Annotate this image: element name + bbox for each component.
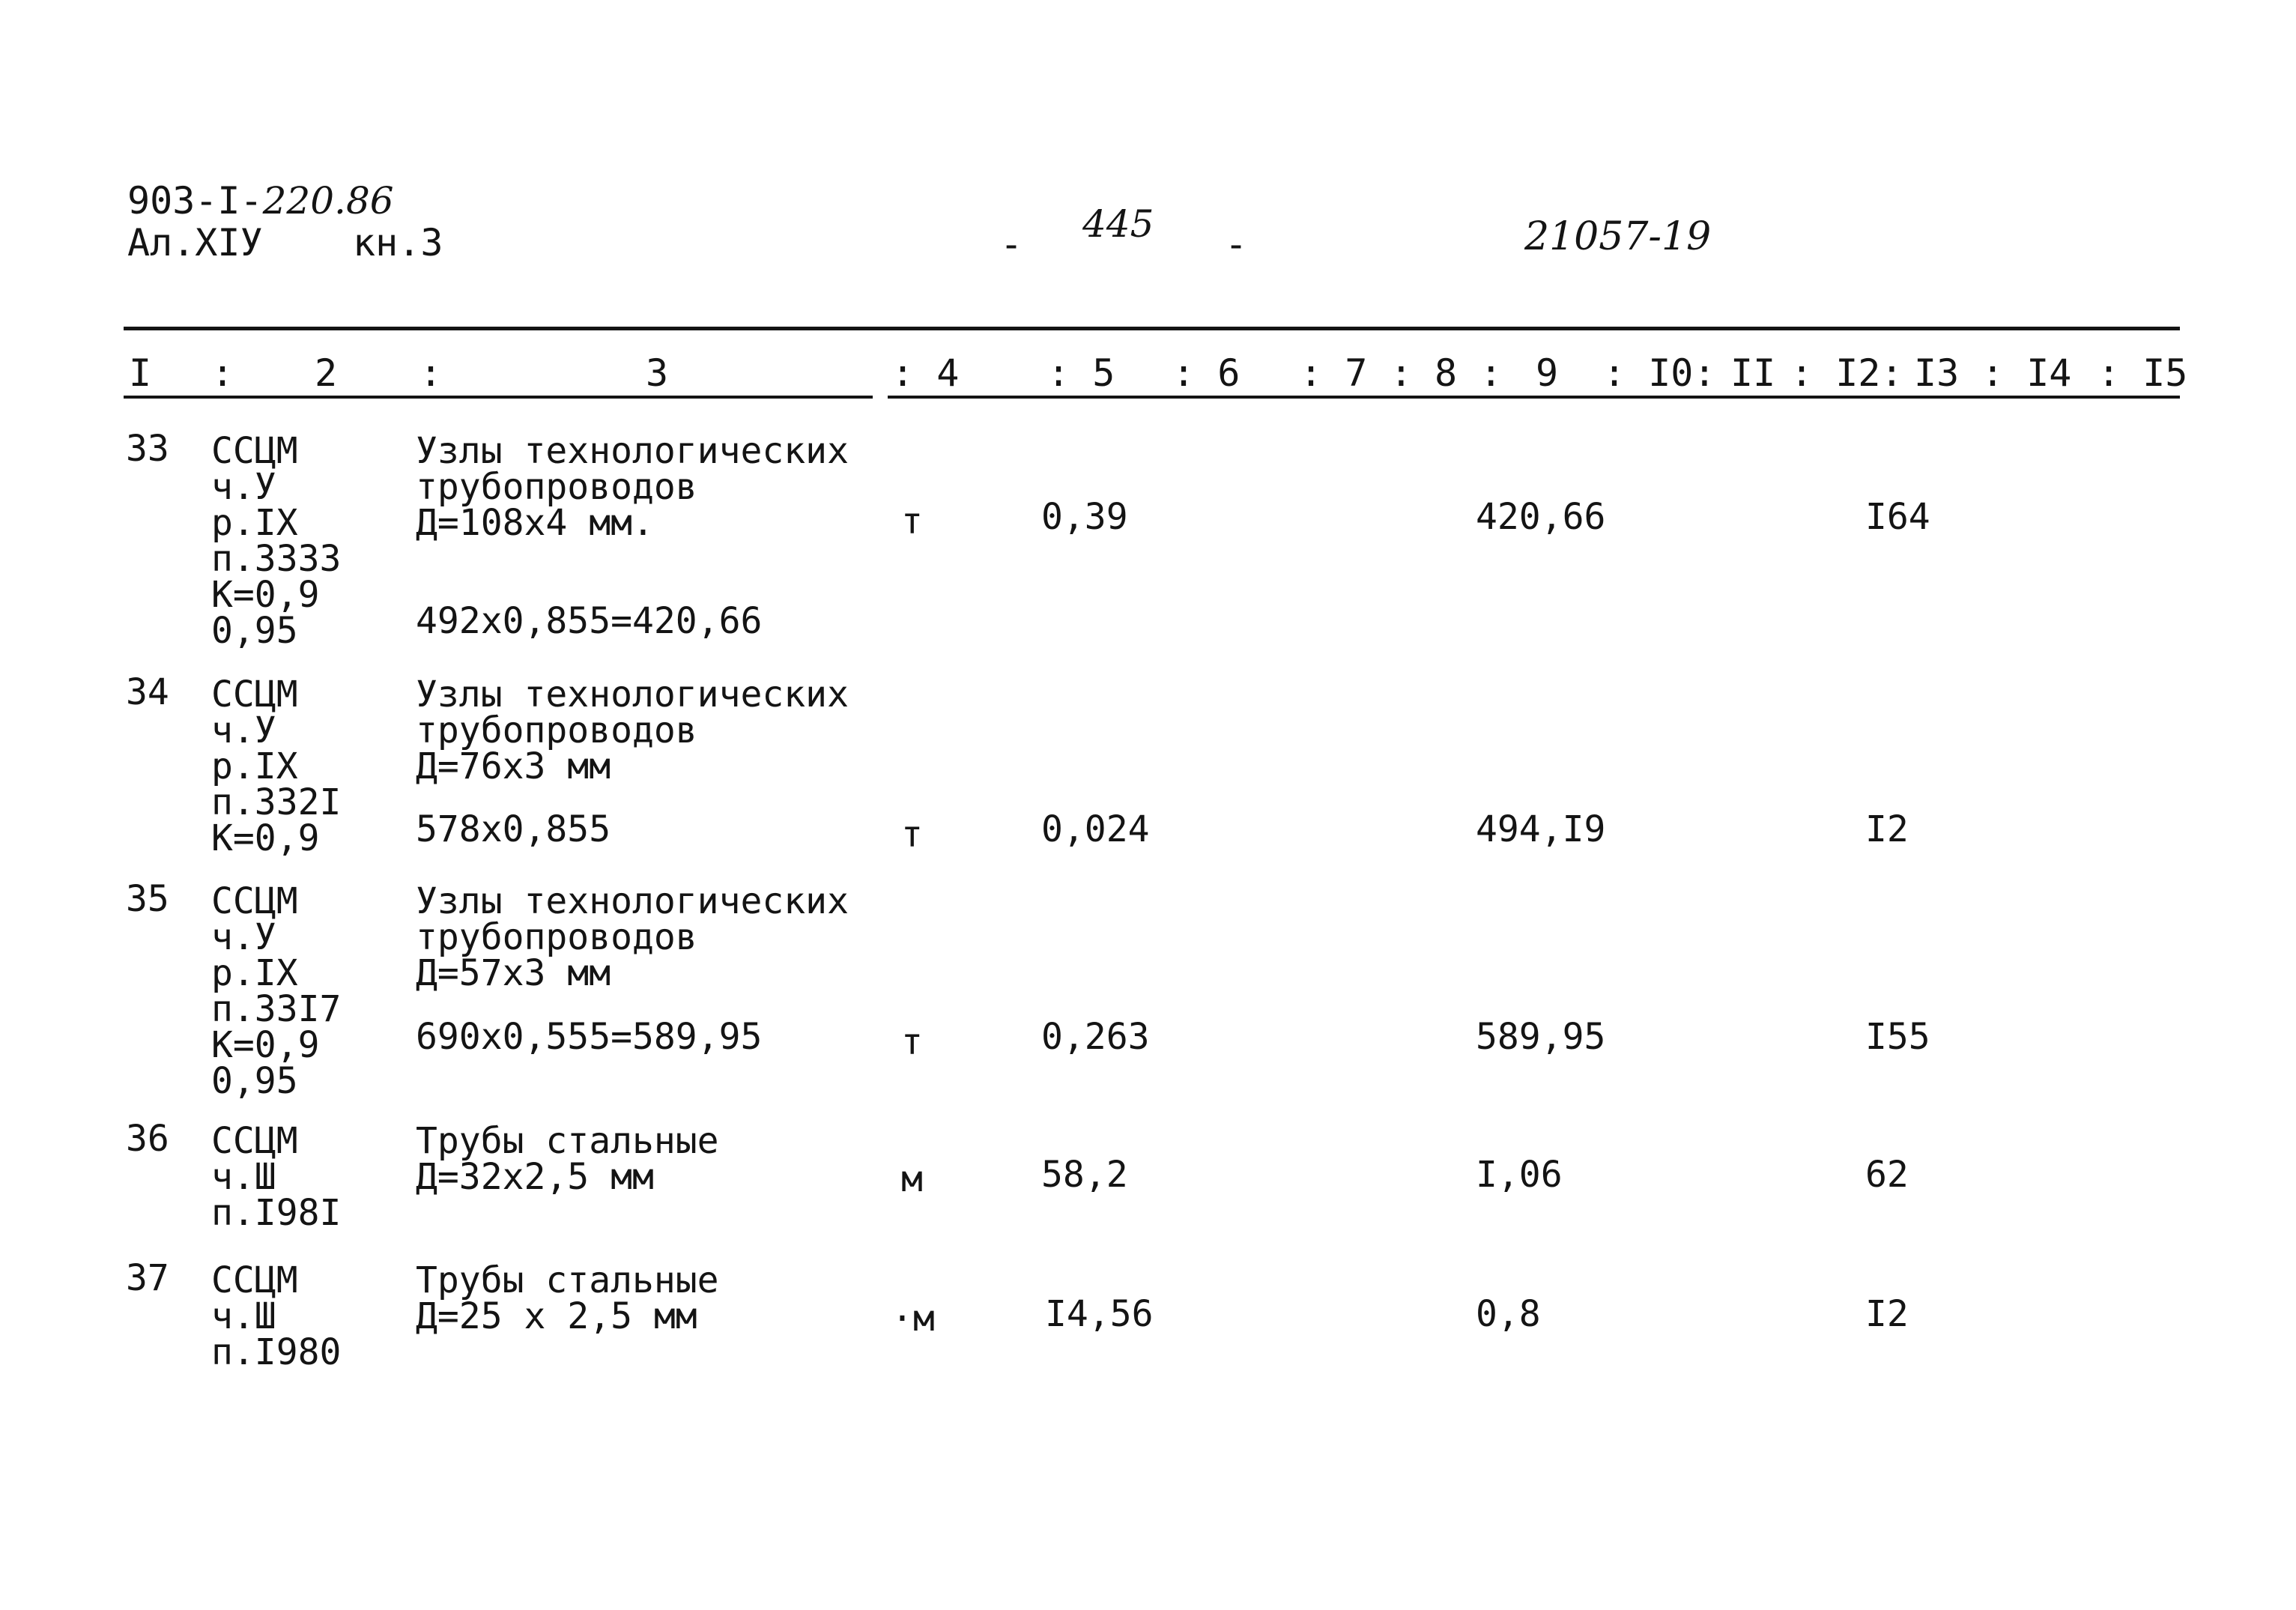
column-header-8: 8 : <box>1435 351 1503 395</box>
work-description: Узлы технологических трубопроводов Д=108х4 мм. <box>416 430 849 544</box>
unit-price: 0,8 <box>1476 1293 1541 1335</box>
total-cost: 62 <box>1865 1154 1909 1196</box>
document-code <box>127 180 394 222</box>
work-description: Трубы стальные Д=25 х 2,5 мм <box>416 1259 719 1337</box>
work-description: Узлы технологических трубопроводов Д=76х3 мм <box>416 674 849 787</box>
column-header-13: I3 <box>1914 351 1960 395</box>
total-cost: I2 <box>1865 808 1909 850</box>
album-book-line: Ал.XIУ кн.3 <box>127 221 443 264</box>
quantity: I4,56 <box>1045 1293 1154 1335</box>
total-cost: I55 <box>1865 1016 1930 1058</box>
header-underline <box>888 396 2180 399</box>
unit: ·м <box>891 1298 935 1340</box>
total-cost: I64 <box>1865 496 1930 538</box>
unit: т <box>901 500 923 542</box>
column-header-4: : 4 <box>891 351 960 395</box>
quantity: 58,2 <box>1041 1154 1128 1196</box>
calculation: 690х0,555=589,95 <box>416 1016 763 1058</box>
work-description: Узлы технологических трубопроводов Д=57х3 мм <box>416 880 849 994</box>
column-header-10: : I0: <box>1603 351 1716 395</box>
document-code-handwritten: 220.86 <box>262 179 394 223</box>
norm-reference: ССЦМ ч.Ш п.I980 <box>211 1259 342 1373</box>
quantity: 0,024 <box>1041 808 1150 850</box>
column-header-9: 9 <box>1536 351 1559 395</box>
row-number: 33 <box>126 428 169 470</box>
calculation: 578х0,855 <box>416 808 611 850</box>
row-number: 37 <box>126 1257 169 1299</box>
quantity: 0,263 <box>1041 1016 1150 1058</box>
header-underline <box>124 396 873 399</box>
column-header-15: : I5 <box>2097 351 2188 395</box>
column-header-7: : 7 : <box>1300 351 1413 395</box>
table-top-rule <box>124 327 2180 330</box>
calculation: 492х0,855=420,66 <box>416 600 763 642</box>
row-number: 35 <box>126 878 169 920</box>
column-separator: : <box>211 351 234 395</box>
quantity: 0,39 <box>1041 496 1128 538</box>
unit: т <box>901 814 923 856</box>
work-description: Трубы стальные Д=32х2,5 мм <box>416 1120 719 1198</box>
column-header-3: 3 <box>646 351 669 395</box>
unit-price: 420,66 <box>1476 496 1606 538</box>
column-header-6: : 6 <box>1172 351 1241 395</box>
document-code-prefix: 903-I- <box>127 179 263 223</box>
column-header-11: II <box>1730 351 1776 395</box>
row-number: 36 <box>126 1118 169 1160</box>
norm-reference: ССЦМ ч.У р.IX п.332I К=0,9 <box>211 674 342 859</box>
column-header-1: I <box>129 351 152 395</box>
column-separator: : <box>419 351 443 395</box>
norm-reference: ССЦМ ч.У р.IX п.33I7 К=0,9 0,95 <box>211 880 342 1102</box>
norm-reference: ССЦМ ч.Ш п.I98I <box>211 1120 342 1234</box>
unit-price: I,06 <box>1476 1154 1563 1196</box>
page-dash-left: - <box>1000 223 1023 266</box>
row-number: 34 <box>126 671 169 713</box>
unit: м <box>901 1158 923 1200</box>
total-cost: I2 <box>1865 1293 1909 1335</box>
unit-price: 494,I9 <box>1476 808 1606 850</box>
column-header-14: : I4 <box>1981 351 2072 395</box>
column-header-5: : 5 <box>1047 351 1115 395</box>
doc-number: 21057-19 <box>1524 214 1712 259</box>
page-number: 445 <box>1082 202 1154 246</box>
norm-reference: ССЦМ ч.У р.IX п.3333 К=0,9 0,95 <box>211 430 342 652</box>
unit: т <box>901 1021 923 1063</box>
column-header-12: : I2: <box>1790 351 1903 395</box>
unit-price: 589,95 <box>1476 1016 1606 1058</box>
page-dash-right: - <box>1225 223 1248 266</box>
column-header-2: 2 <box>315 351 338 395</box>
